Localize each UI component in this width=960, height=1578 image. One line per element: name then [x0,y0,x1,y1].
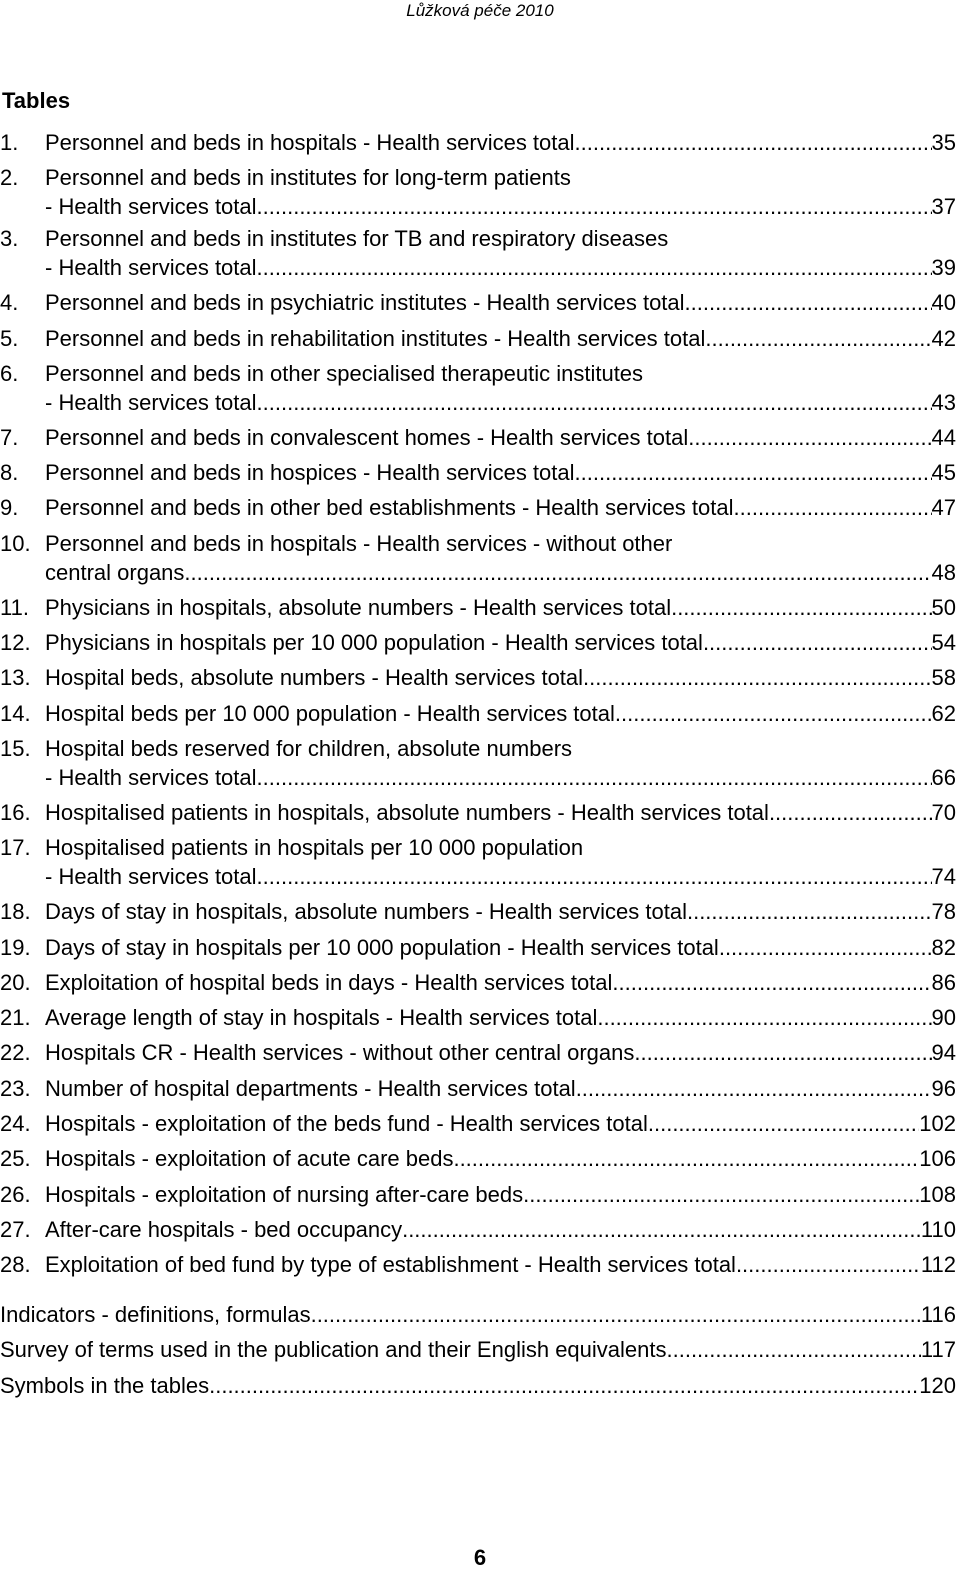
toc-entry-page: 45 [931,460,956,486]
dot-leader [615,696,932,731]
toc-entry-line [45,1106,956,1141]
toc-entry-body [45,1141,956,1176]
toc-entry-body [45,660,956,695]
toc-entry-line [45,590,956,625]
toc-entry-title: Personnel and beds in psychiatric institutes - Health services total [45,290,685,316]
toc-entry-line [45,224,956,253]
toc-entry-page: 58 [931,665,956,691]
toc-entry-title: Hospitalised patients in hospitals, absolute numbers - Health services total [45,799,769,825]
toc-entry-line [45,163,956,192]
toc-entry[interactable] [0,1071,956,1106]
dot-leader [719,930,932,965]
toc-entry-line [45,1141,956,1176]
toc-entry-line [45,1071,956,1106]
toc-entry[interactable] [0,833,956,891]
toc-entry-page: 82 [931,934,956,960]
appendix-entry-title: Symbols in the tables [0,1372,210,1398]
toc-entry-line [45,1177,956,1212]
toc-entry-number: 22. [0,1040,31,1066]
toc-entry-title: Personnel and beds in institutes for TB and respiratory diseases [45,226,669,252]
dot-leader [671,590,931,625]
toc-entry[interactable] [0,490,956,525]
appendix-entry-title: Survey of terms used in the publication and their English equivalents [0,1337,667,1363]
dot-leader [648,1106,919,1141]
toc-entry-title: Personnel and beds in institutes for long-term patients [45,165,571,191]
dot-leader [688,420,931,455]
toc-entry-title: - Health services total [45,764,257,790]
dot-leader [734,490,932,525]
toc-entry-title: Hospital beds reserved for children, absolute numbers [45,735,573,761]
toc-entry-title: Hospital beds per 10 000 population - Health services total [45,700,615,726]
toc-entry[interactable] [0,965,956,1000]
toc-entry[interactable] [0,1212,956,1247]
dot-leader [597,1000,931,1035]
dot-leader [667,1332,921,1367]
toc-entry-body [45,420,956,455]
toc-entry-title: Personnel and beds in hospitals - Health services total [45,130,575,155]
toc-entry-title: Personnel and beds in hospitals - Health services - without other [45,530,673,556]
toc-entry-title: - Health services total [45,255,257,281]
toc-entry[interactable] [0,696,956,731]
toc-entry-body [45,833,956,891]
dot-leader [257,192,932,221]
appendix-entry-page: 116 [920,1302,956,1327]
dot-leader [402,1212,921,1247]
toc-entry-line [45,696,956,731]
toc-entry-page: 44 [931,424,956,450]
toc-entry-page: 35 [931,130,956,155]
toc-entry-body [45,285,956,320]
toc-entry-line [45,1247,956,1282]
toc-entry-title: Hospitals - exploitation of the beds fund - Health services total [45,1111,648,1137]
toc-entry-line [45,625,956,660]
toc-entry-body [45,125,956,160]
toc-entry-body [45,1106,956,1141]
toc-entry-page: 66 [931,764,956,790]
dot-leader [583,660,931,695]
appendix-entry-page: 120 [919,1372,956,1398]
toc-entry-number: 3. [0,226,19,252]
toc-entry[interactable] [0,163,956,221]
toc-entry-body [45,1035,956,1070]
toc-entry-number: 17. [0,835,31,861]
toc-entry-body [45,1177,956,1212]
toc-entry-title: - Health services total [45,864,257,890]
toc-entry-body [45,224,956,282]
toc-entry-page: 74 [931,864,956,890]
dot-leader [736,1247,921,1282]
toc-entry[interactable] [0,359,956,417]
toc-entry-page: 40 [931,290,956,316]
toc-entry-title: central organs [45,559,185,585]
toc-entry-number: 2. [0,165,19,191]
toc-entry-body [45,1247,956,1282]
toc-entry[interactable] [0,1000,956,1035]
toc-entry-line [45,192,956,221]
toc-entry-number: 20. [0,969,31,995]
toc-entry-body [45,795,956,830]
toc-entry-page: 37 [931,194,956,220]
dot-leader [687,894,932,929]
dot-leader [575,455,932,490]
toc-entry-number: 6. [0,360,19,386]
toc-entry-title: Personnel and beds in hospices - Health services total [45,460,575,486]
dot-leader [612,965,931,1000]
toc-entry-line [45,388,956,417]
toc-entry-body [45,1071,956,1106]
toc-entry-page: 48 [931,559,956,585]
toc-entry-title: Days of stay in hospitals per 10 000 population - Health services total [45,934,719,960]
toc-entry-line [45,734,956,763]
dot-leader [705,321,931,356]
toc-entry-page: 108 [919,1181,956,1207]
toc-entry-page: 39 [931,255,956,281]
dot-leader [634,1035,931,1070]
toc-entry[interactable] [0,795,956,830]
toc-entry[interactable] [0,1247,956,1282]
toc-entry[interactable] [0,660,956,695]
toc-entry-body [45,696,956,731]
page-number: 6 [473,1545,487,1570]
toc-entry-page: 96 [931,1075,956,1101]
toc-entry-number: 8. [0,460,19,486]
toc-entry-page: 110 [920,1216,956,1242]
toc-entry-page: 94 [931,1040,956,1066]
dot-leader [523,1177,919,1212]
toc-entry[interactable] [0,734,956,792]
dot-leader [257,253,932,282]
toc-entry-body [45,625,956,660]
toc-entry-page: 106 [919,1146,956,1172]
toc-entry-page: 86 [931,969,956,995]
toc-entry-line [45,862,956,891]
toc-entry-line [45,965,956,1000]
toc-entry-title: - Health services total [45,389,257,415]
toc-entry-page: 43 [931,389,956,415]
toc-entry-line [45,1000,956,1035]
toc-entry-page: 70 [931,799,956,825]
toc-entry-number: 24. [0,1111,31,1137]
toc-entry-title: Personnel and beds in other specialised therapeutic institutes [45,360,644,386]
appendix-entry-page: 117 [920,1337,956,1363]
toc-entry-number: 1. [0,130,19,155]
toc-entry-number: 23. [0,1075,31,1101]
toc-entry[interactable] [0,321,956,356]
section-title: Tables [2,88,71,113]
toc-entry-body [45,455,956,490]
toc-entry-title: Personnel and beds in other bed establishments - Health services total [45,495,734,521]
appendix-entry[interactable] [0,1368,956,1403]
toc-entry-title: Exploitation of hospital beds in days - Health services total [45,969,613,995]
toc-entry-line [45,321,956,356]
dot-leader [257,388,932,417]
dot-leader [184,558,931,587]
toc-entry[interactable] [0,1141,956,1176]
appendix-entry-title: Indicators - definitions, formulas [0,1302,311,1327]
toc-entry[interactable] [0,1177,956,1212]
toc-entry-body [45,1000,956,1035]
toc-entry[interactable] [0,224,956,282]
dot-leader [257,862,932,891]
toc-entry-number: 11. [0,594,29,620]
toc-entry-body [45,359,956,417]
toc-entry-number: 9. [0,495,19,521]
toc-entry-title: Exploitation of bed fund by type of establishment - Health services total [45,1252,736,1278]
toc-entry-line [45,490,956,525]
running-header: Lůžková péče 2010 [406,1,554,20]
toc-entry-page: 62 [931,700,956,726]
toc-entry-number: 10. [0,530,31,556]
toc-entry-page: 78 [931,899,956,925]
toc-entry-line [45,763,956,792]
toc-entry-line [45,930,956,965]
toc-entry-line [45,285,956,320]
toc-entry-line [45,359,956,388]
toc-entry-number: 26. [0,1181,31,1207]
toc-entry[interactable] [0,1035,956,1070]
toc-entry-title: Hospitals - exploitation of acute care beds [45,1146,454,1172]
toc-entry[interactable] [0,1106,956,1141]
toc-entry-line [45,833,956,862]
toc-entry-page: 50 [931,594,956,620]
toc-entry-page: 47 [931,495,956,521]
toc-entry-page: 42 [931,325,956,351]
toc-entry-body [45,590,956,625]
appendix-entry[interactable] [0,1297,956,1332]
toc-entry[interactable] [0,285,956,320]
toc-entry-page: 54 [931,630,956,656]
dot-leader [576,1071,932,1106]
toc-entry-title: - Health services total [45,194,257,220]
dot-leader [311,1297,921,1332]
toc-entry-title: Physicians in hospitals, absolute numbers - Health services total [45,594,672,620]
toc-entry-body [45,965,956,1000]
toc-entry[interactable] [0,590,956,625]
toc-entry-number: 4. [0,290,19,316]
toc-entry-number: 7. [0,424,19,450]
toc-entry-title: Number of hospital departments - Health services total [45,1075,576,1101]
toc-entry-number: 27. [0,1216,31,1242]
tables-toc [0,125,956,1283]
toc-entry-line [45,529,956,558]
toc-entry-title: Personnel and beds in rehabilitation institutes - Health services total [45,325,706,351]
toc-entry-title: After-care hospitals - bed occupancy [45,1216,403,1242]
toc-entry-line [45,125,956,160]
toc-entry-line [45,455,956,490]
toc-entry-number: 25. [0,1146,31,1172]
toc-entry-line [45,1212,956,1247]
toc-entry-line [45,795,956,830]
toc-entry-body [45,321,956,356]
toc-entry-line [45,1035,956,1070]
toc-entry-number: 15. [0,735,31,761]
toc-entry-number: 21. [0,1005,31,1031]
toc-entry-page: 102 [919,1111,956,1137]
toc-entry[interactable] [0,125,956,160]
toc-entry-line [45,253,956,282]
toc-entry-body [45,894,956,929]
toc-entry[interactable] [0,455,956,490]
toc-entry-title: Hospital beds, absolute numbers - Health services total [45,665,584,691]
toc-entry-number: 18. [0,899,31,925]
toc-entry-title: Hospitals - exploitation of nursing after-care beds [45,1181,524,1207]
dot-leader [575,125,932,160]
toc-entry-page: 112 [920,1252,956,1278]
toc-entry[interactable] [0,625,956,660]
toc-entry[interactable] [0,894,956,929]
toc-entry-title: Average length of stay in hospitals - Health services total [45,1005,598,1031]
toc-entry[interactable] [0,420,956,455]
toc-entry-number: 13. [0,665,31,691]
toc-entry-title: Personnel and beds in convalescent homes - Health services total [45,424,689,450]
toc-entry-line [45,660,956,695]
toc-entry-title: Hospitals CR - Health services - without other central organs [45,1040,635,1066]
toc-entry-number: 19. [0,934,31,960]
toc-entry-number: 28. [0,1252,31,1278]
toc-entry-number: 14. [0,700,31,726]
toc-entry-body [45,734,956,792]
toc-entry-title: Days of stay in hospitals, absolute numbers - Health services total [45,899,687,925]
appendix-entry[interactable] [0,1332,956,1367]
toc-entry-body [45,930,956,965]
dot-leader [257,763,932,792]
toc-entry-body [45,1212,956,1247]
toc-entry-line [45,420,956,455]
toc-entry[interactable] [0,529,956,587]
dot-leader [703,625,932,660]
toc-entry-body [45,163,956,221]
toc-entry-line [45,894,956,929]
toc-entry-number: 12. [0,630,31,656]
toc-entry-number: 5. [0,325,19,351]
toc-entry-line [45,558,956,587]
toc-entry-body [45,490,956,525]
toc-entry-body [45,529,956,587]
toc-entry-title: Hospitalised patients in hospitals per 10 000 population [45,835,584,861]
dot-leader [769,795,932,830]
dot-leader [685,285,932,320]
dot-leader [453,1141,919,1176]
toc-entry-title: Physicians in hospitals per 10 000 population - Health services total [45,630,703,656]
toc-entry[interactable] [0,930,956,965]
appendix-toc [0,1297,956,1403]
toc-entry-page: 90 [931,1005,956,1031]
toc-entry-number: 16. [0,799,31,825]
dot-leader [209,1368,919,1403]
